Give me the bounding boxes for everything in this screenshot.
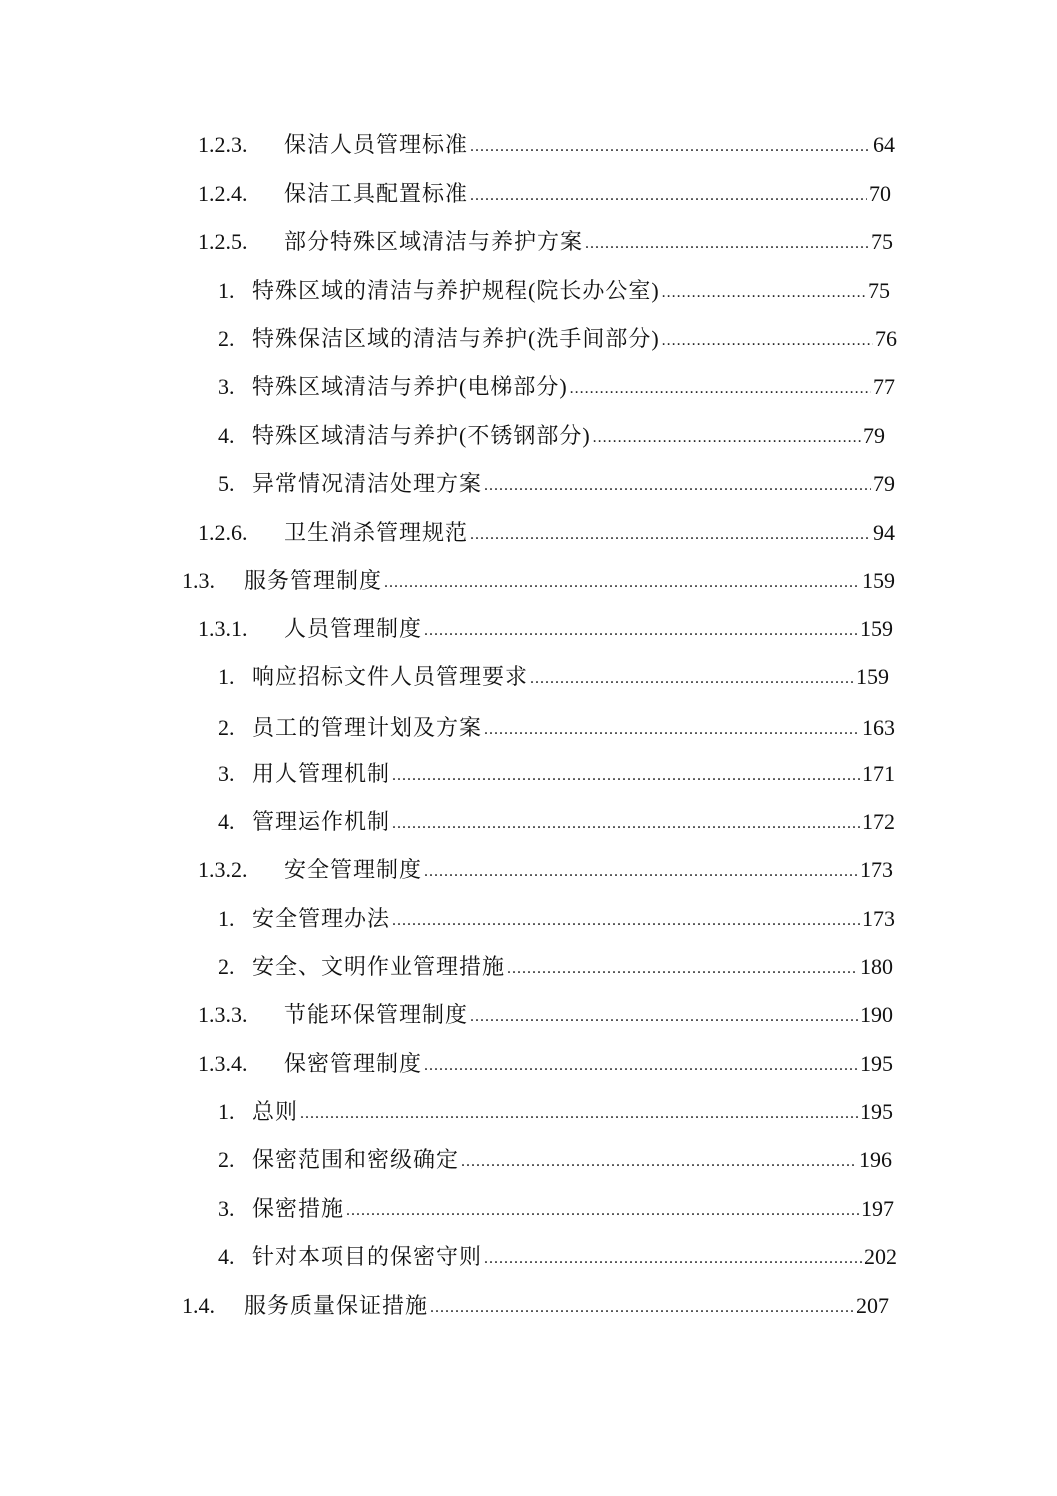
dot-leader [430, 1289, 854, 1323]
toc-entry-page: 172 [862, 809, 895, 834]
toc-entry-number: 2. [218, 1147, 235, 1172]
dot-leader [593, 419, 861, 453]
toc-entry[interactable] [218, 274, 890, 308]
toc-entry[interactable] [198, 225, 893, 259]
dot-leader [662, 322, 873, 356]
toc-entry-title: 安全管理办法 [252, 906, 391, 931]
toc-entry-page: 159 [860, 616, 893, 641]
toc-entry-title: 安全、文明作业管理措施 [252, 954, 506, 979]
dot-leader [484, 467, 871, 501]
toc-entry-page: 75 [868, 278, 890, 303]
toc-entry-number: 1. [218, 906, 235, 931]
toc-entry-page: 202 [864, 1244, 897, 1269]
dot-leader [346, 1192, 859, 1226]
toc-entry-number: 1.4. [182, 1293, 215, 1318]
dot-leader [470, 516, 871, 550]
toc-entry-number: 5. [218, 471, 235, 496]
toc-entry-number: 1. [218, 664, 235, 689]
toc-entry[interactable] [218, 1192, 894, 1226]
toc-entry-page: 70 [869, 181, 891, 206]
toc-entry-page: 207 [856, 1293, 889, 1318]
toc-entry-number: 1.3. [182, 568, 215, 593]
toc-entry-page: 94 [873, 520, 895, 545]
toc-entry[interactable] [218, 467, 895, 501]
toc-entry-title: 部分特殊区域清洁与养护方案 [284, 229, 584, 254]
dot-leader [424, 612, 858, 646]
toc-entry[interactable] [218, 757, 895, 791]
toc-entry-title: 节能环保管理制度 [284, 1002, 469, 1027]
toc-entry-title: 卫生消杀管理规范 [284, 520, 469, 545]
toc-entry-page: 190 [860, 1002, 893, 1027]
dot-leader [530, 660, 854, 694]
toc-entry[interactable] [182, 1289, 889, 1323]
toc-entry-page: 196 [859, 1147, 892, 1172]
toc-entry-number: 3. [218, 374, 235, 399]
toc-entry-page: 159 [862, 568, 895, 593]
toc-entry-number: 4. [218, 809, 235, 834]
toc-entry-number: 4. [218, 423, 235, 448]
toc-entry-title: 保洁工具配置标准 [284, 181, 469, 206]
toc-entry-title: 员工的管理计划及方案 [252, 715, 483, 740]
toc-entry-title: 总则 [252, 1099, 299, 1124]
dot-leader [384, 564, 860, 598]
toc-entry[interactable] [218, 419, 885, 453]
toc-entry[interactable] [198, 998, 893, 1032]
toc-entry-title: 保密管理制度 [284, 1051, 423, 1076]
toc-entry-page: 180 [860, 954, 893, 979]
toc-entry-title: 用人管理机制 [252, 761, 391, 786]
toc-entry-page: 76 [875, 326, 897, 351]
toc-entry-number: 1.3.3. [198, 1002, 248, 1027]
toc-entry[interactable] [218, 1143, 892, 1177]
dot-leader [392, 902, 860, 936]
toc-entry-number: 1.3.2. [198, 857, 248, 882]
toc-entry-page: 75 [871, 229, 893, 254]
toc-entry[interactable] [218, 660, 889, 694]
toc-entry-title: 安全管理制度 [284, 857, 423, 882]
dot-leader [424, 1047, 858, 1081]
toc-entry-title: 特殊区域的清洁与养护规程(院长办公室) [252, 278, 660, 303]
toc-entry-page: 64 [873, 132, 895, 157]
toc-entry-number: 1.2.3. [198, 132, 248, 157]
dot-leader [484, 1240, 862, 1274]
toc-entry[interactable] [218, 711, 895, 745]
toc-entry[interactable] [218, 805, 895, 839]
dot-leader [470, 177, 867, 211]
toc-entry-title: 响应招标文件人员管理要求 [252, 664, 529, 689]
toc-entry-number: 2. [218, 954, 235, 979]
dot-leader [470, 998, 858, 1032]
toc-entry-page: 173 [860, 857, 893, 882]
dot-leader [507, 950, 858, 984]
toc-entry-number: 1.3.4. [198, 1051, 248, 1076]
dot-leader [470, 128, 871, 162]
toc-entry[interactable] [218, 370, 895, 404]
toc-entry-number: 1. [218, 1099, 235, 1124]
toc-entry-page: 79 [873, 471, 895, 496]
toc-entry-number: 3. [218, 761, 235, 786]
toc-entry-page: 79 [863, 423, 885, 448]
toc-entry-title: 针对本项目的保密守则 [252, 1244, 483, 1269]
dot-leader [585, 225, 869, 259]
toc-entry-number: 3. [218, 1196, 235, 1221]
toc-entry-title: 保密措施 [252, 1196, 345, 1221]
toc-entry-title: 服务质量保证措施 [244, 1293, 429, 1318]
toc-entry-title: 保密范围和密级确定 [252, 1147, 460, 1172]
dot-leader [424, 853, 858, 887]
toc-entry[interactable] [218, 950, 893, 984]
dot-leader [570, 370, 871, 404]
toc-entry[interactable] [218, 1240, 897, 1274]
toc-entry-title: 管理运作机制 [252, 809, 391, 834]
toc-entry-title: 特殊保洁区域的清洁与养护(洗手间部分) [252, 326, 660, 351]
toc-entry-number: 1.2.4. [198, 181, 248, 206]
toc-entry-page: 163 [862, 715, 895, 740]
toc-entry-page: 197 [861, 1196, 894, 1221]
toc-entry[interactable] [218, 902, 895, 936]
toc-entry-page: 171 [862, 761, 895, 786]
toc-entry-title: 特殊区域清洁与养护(不锈钢部分) [252, 423, 591, 448]
dot-leader [392, 757, 860, 791]
toc-entry[interactable] [198, 177, 891, 211]
toc-entry[interactable] [198, 612, 893, 646]
toc-entry-number: 1.3.1. [198, 616, 248, 641]
dot-leader [484, 711, 860, 745]
toc-entry[interactable] [218, 1095, 893, 1129]
toc-entry-title: 保洁人员管理标准 [284, 132, 469, 157]
dot-leader [300, 1095, 858, 1129]
toc-entry-page: 173 [862, 906, 895, 931]
dot-leader [392, 805, 860, 839]
toc-entry-page: 195 [860, 1099, 893, 1124]
toc-entry-number: 2. [218, 326, 235, 351]
toc-entry[interactable] [198, 516, 895, 550]
toc-entry-page: 195 [860, 1051, 893, 1076]
toc-entry[interactable] [198, 1047, 893, 1081]
toc-entry[interactable] [218, 322, 897, 356]
toc-entry-number: 4. [218, 1244, 235, 1269]
dot-leader [662, 274, 866, 308]
toc-entry-number: 2. [218, 715, 235, 740]
toc-entry-title: 异常情况清洁处理方案 [252, 471, 483, 496]
toc-entry-number: 1. [218, 278, 235, 303]
toc-entry-page: 77 [873, 374, 895, 399]
toc-entry-title: 服务管理制度 [244, 568, 383, 593]
toc-entry-number: 1.2.5. [198, 229, 248, 254]
dot-leader [461, 1143, 857, 1177]
toc-entry[interactable] [198, 853, 893, 887]
toc-entry[interactable] [182, 564, 895, 598]
toc-entry-page: 159 [856, 664, 889, 689]
toc-entry-title: 特殊区域清洁与养护(电梯部分) [252, 374, 568, 399]
toc-entry-title: 人员管理制度 [284, 616, 423, 641]
toc-entry[interactable] [198, 128, 895, 162]
toc-entry-number: 1.2.6. [198, 520, 248, 545]
